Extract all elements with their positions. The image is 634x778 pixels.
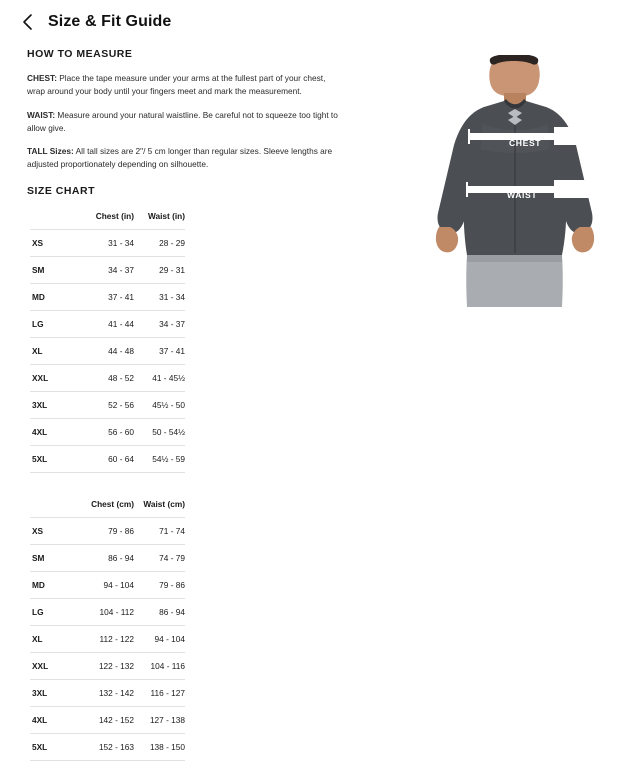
table-header-row bbox=[30, 495, 185, 518]
row-size: XS bbox=[30, 230, 68, 257]
row-chest: 37 - 41 bbox=[68, 284, 134, 311]
row-waist: 79 - 86 bbox=[134, 572, 185, 599]
row-size: 4XL bbox=[30, 419, 68, 446]
row-waist: 116 - 127 bbox=[134, 680, 185, 707]
row-chest: 142 - 152 bbox=[68, 707, 134, 734]
row-chest: 112 - 122 bbox=[68, 626, 134, 653]
table-row bbox=[30, 257, 185, 284]
table-row bbox=[30, 707, 185, 734]
row-chest: 132 - 142 bbox=[68, 680, 134, 707]
measurement-diagram bbox=[420, 55, 616, 307]
row-waist: 31 - 34 bbox=[134, 284, 185, 311]
row-waist: 34 - 37 bbox=[134, 311, 185, 338]
row-size: MD bbox=[30, 572, 68, 599]
waist-label: WAIST bbox=[507, 190, 538, 200]
row-size: SM bbox=[30, 545, 68, 572]
how-to-measure-heading: HOW TO MEASURE bbox=[27, 48, 133, 60]
measure-paragraph-waist: WAIST: Measure around your natural waistline. Be careful not to squeeze too tight to allow give. bbox=[27, 109, 338, 133]
table-row bbox=[30, 653, 185, 680]
row-size: XL bbox=[30, 626, 68, 653]
table-row bbox=[30, 572, 185, 599]
column-header-size bbox=[30, 207, 68, 230]
row-size: MD bbox=[30, 284, 68, 311]
row-size: 5XL bbox=[30, 734, 68, 761]
row-size: LG bbox=[30, 599, 68, 626]
row-waist: 74 - 79 bbox=[134, 545, 185, 572]
row-size: 4XL bbox=[30, 707, 68, 734]
table-header-row bbox=[30, 207, 185, 230]
row-waist: 50 - 54½ bbox=[134, 419, 185, 446]
chest-label: CHEST bbox=[509, 138, 542, 148]
table-row bbox=[30, 626, 185, 653]
table-row bbox=[30, 734, 185, 761]
row-chest: 56 - 60 bbox=[68, 419, 134, 446]
page-header bbox=[0, 0, 634, 44]
row-chest: 41 - 44 bbox=[68, 311, 134, 338]
row-chest: 31 - 34 bbox=[68, 230, 134, 257]
row-size: 3XL bbox=[30, 680, 68, 707]
row-chest: 52 - 56 bbox=[68, 392, 134, 419]
row-waist: 138 - 150 bbox=[134, 734, 185, 761]
row-chest: 86 - 94 bbox=[68, 545, 134, 572]
row-waist: 28 - 29 bbox=[134, 230, 185, 257]
table-row bbox=[30, 230, 185, 257]
table-row bbox=[30, 365, 185, 392]
size-table-centimeters bbox=[30, 495, 185, 761]
row-chest: 94 - 104 bbox=[68, 572, 134, 599]
row-waist: 45½ - 50 bbox=[134, 392, 185, 419]
table-row bbox=[30, 338, 185, 365]
row-waist: 29 - 31 bbox=[134, 257, 185, 284]
column-header-waist-cm: Waist (cm) bbox=[143, 499, 185, 510]
table-row bbox=[30, 311, 185, 338]
row-chest: 152 - 163 bbox=[68, 734, 134, 761]
row-waist: 94 - 104 bbox=[134, 626, 185, 653]
measure-paragraph-chest: CHEST: Place the tape measure under your arms at the fullest part of your chest, wrap around your body until your fingers meet and mark the measurement. bbox=[27, 73, 326, 96]
row-size: LG bbox=[30, 311, 68, 338]
row-size: XXL bbox=[30, 653, 68, 680]
table-row bbox=[30, 392, 185, 419]
row-waist: 41 - 45½ bbox=[134, 365, 185, 392]
row-chest: 104 - 112 bbox=[68, 599, 134, 626]
table-row bbox=[30, 545, 185, 572]
guide-content bbox=[27, 48, 347, 778]
size-table-inches bbox=[30, 207, 185, 473]
row-waist: 37 - 41 bbox=[134, 338, 185, 365]
row-waist: 86 - 94 bbox=[134, 599, 185, 626]
column-header-waist-in: Waist (in) bbox=[147, 211, 185, 222]
row-chest: 48 - 52 bbox=[68, 365, 134, 392]
row-waist: 127 - 138 bbox=[134, 707, 185, 734]
table-row bbox=[30, 518, 185, 545]
back-button[interactable] bbox=[14, 8, 42, 36]
table-row bbox=[30, 284, 185, 311]
row-chest: 60 - 64 bbox=[68, 446, 134, 473]
row-chest: 79 - 86 bbox=[68, 518, 134, 545]
chevron-left-icon bbox=[21, 13, 35, 31]
row-waist: 71 - 74 bbox=[134, 518, 185, 545]
column-header-size bbox=[30, 495, 68, 518]
table-row bbox=[30, 680, 185, 707]
row-size: XXL bbox=[30, 365, 68, 392]
row-waist: 54½ - 59 bbox=[134, 446, 185, 473]
row-chest: 44 - 48 bbox=[68, 338, 134, 365]
table-row bbox=[30, 599, 185, 626]
column-header-chest-cm: Chest (cm) bbox=[91, 499, 134, 510]
row-waist: 104 - 116 bbox=[134, 653, 185, 680]
row-size: 5XL bbox=[30, 446, 68, 473]
model-photo-illustration bbox=[420, 55, 616, 307]
measure-paragraph-tall: TALL Sizes: All tall sizes are 2"/ 5 cm longer than regular sizes. Sleeve lengths are adjusted proportionately depending on silhouette. bbox=[27, 146, 333, 170]
page-title: Size & Fit Guide bbox=[48, 13, 172, 30]
column-header-chest-in: Chest (in) bbox=[95, 211, 134, 222]
row-size: XL bbox=[30, 338, 68, 365]
row-size: XS bbox=[30, 518, 68, 545]
table-row bbox=[30, 419, 185, 446]
row-chest: 34 - 37 bbox=[68, 257, 134, 284]
size-chart-heading: SIZE CHART bbox=[27, 185, 95, 198]
row-size: 3XL bbox=[30, 392, 68, 419]
row-chest: 122 - 132 bbox=[68, 653, 134, 680]
table-row bbox=[30, 446, 185, 473]
row-size: SM bbox=[30, 257, 68, 284]
